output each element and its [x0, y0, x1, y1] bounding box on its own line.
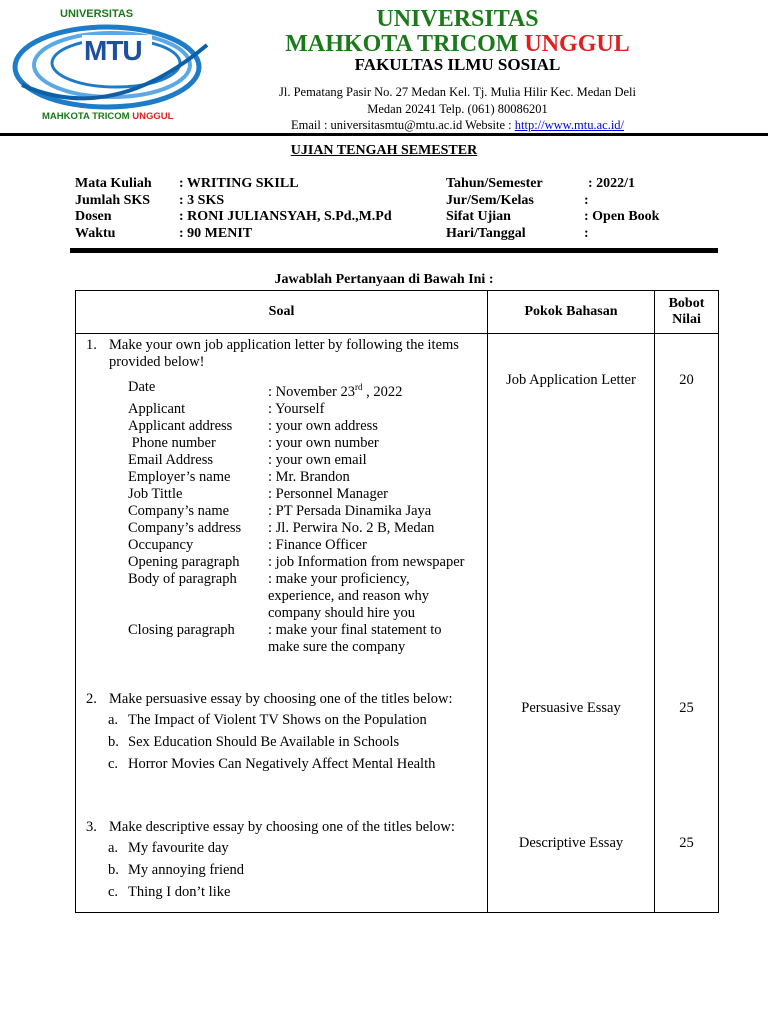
- question-1: 1. Make your own job application letter by following the items provided below! Date : November 23rd , 2022 Applicant : Yourself Applicant address : your own address Phone number : your own number Email Address : your own email Employer’s name : Mr. Brandon Job Tittle : Personnel Manager Company’s name : PT Persada Dinamika Jaya Company’s address : Jl. Perwira No. 2 B, Medan Occupancy : Finance Officer Opening paragraph : job Information from newspaper Body of paragraph : make your proficiency, experience, and reason why company should hire you Closing paragraph : make your final statement to make sure the company: [76, 334, 487, 656]
- list-item: Applicant address : your own address: [128, 417, 378, 434]
- list-item: b. Sex Education Should Be Available in Schools: [108, 733, 400, 750]
- list-item: a. The Impact of Violent TV Shows on the Population: [108, 711, 427, 728]
- list-item: Email Address : your own email: [128, 451, 367, 468]
- address-line2: Medan 20241 Telp. (061) 80086201: [367, 101, 548, 116]
- question-2-text: Make persuasive essay by choosing one of the titles below:: [109, 690, 453, 707]
- list-item: b. My annoying friend: [108, 861, 244, 878]
- website-link[interactable]: http://www.mtu.ac.id/: [514, 118, 625, 132]
- question-1-items: [128, 379, 487, 656]
- question-3: 3. Make descriptive essay by choosing one of the titles below: a. My favourite day b. My annoying friend c. Thing I don’t like: [76, 819, 487, 903]
- bobot-cell: [655, 334, 719, 913]
- pokok-q1: Job Application Letter: [506, 372, 636, 388]
- pokok-q3: Descriptive Essay: [518, 835, 624, 851]
- question-3-text: Make descriptive essay by choosing one of the titles below:: [109, 818, 455, 835]
- list-item: Job Tittle : Personnel Manager: [128, 485, 388, 502]
- faculty-name: FAKULTAS ILMU SOSIAL: [354, 55, 561, 74]
- university-logo: [12, 5, 212, 130]
- university-name-line2: MAHKOTA TRICOM UNGGUL: [285, 31, 630, 57]
- bobot-q1: 20: [679, 372, 694, 388]
- question-2: 2. Make persuasive essay by choosing one of the titles below: a. The Impact of Violent TV Shows on the Population b. Sex Education Should Be Available in Schools c. Horror Movies Can Negatively Affect Mental Health: [76, 691, 487, 775]
- table-header-row: [76, 291, 719, 334]
- contact-line: Email : universitasmtu@mtu.ac.id Website : http://www.mtu.ac.id/: [290, 118, 625, 132]
- soal-cell: [76, 334, 488, 913]
- address-line1: Jl. Pematang Pasir No. 27 Medan Kel. Tj. Mulia Hilir Kec. Medan Deli: [279, 85, 636, 99]
- university-name-line1: UNIVERSITAS: [376, 6, 539, 32]
- list-item: Opening paragraph : job Information from newspaper: [128, 553, 465, 570]
- question-1-text: Make your own job application letter by following the items provided below!: [109, 337, 459, 370]
- bobot-q3: 25: [679, 835, 694, 851]
- list-item: Date : November 23rd , 2022: [128, 379, 403, 400]
- logo-mark: MTU: [84, 35, 142, 66]
- list-item: Employer’s name : Mr. Brandon: [128, 468, 350, 485]
- list-item: Body of paragraph : make your proficiency, experience, and reason why company should hire you: [128, 570, 430, 621]
- pokok-cell: [488, 334, 655, 913]
- instruction: Jawablah Pertanyaan di Bawah Ini :: [274, 272, 494, 287]
- list-item: c. Thing I don’t like: [108, 883, 231, 900]
- list-item: Occupancy : Finance Officer: [128, 536, 367, 553]
- header-bobot: Bobot Nilai: [655, 291, 719, 334]
- exam-title: UJIAN TENGAH SEMESTER: [290, 143, 478, 158]
- header-divider: [0, 133, 768, 136]
- list-item: Closing paragraph : make your final statement to make sure the company: [128, 621, 442, 655]
- list-item: c. Horror Movies Can Negatively Affect Mental Health: [108, 755, 436, 772]
- bobot-q2: 25: [679, 700, 694, 716]
- pokok-q2: Persuasive Essay: [521, 700, 621, 716]
- table-row: [76, 334, 719, 913]
- exam-table: [75, 290, 719, 913]
- question-3-options: [76, 837, 487, 903]
- list-item: Applicant : Yourself: [128, 400, 325, 417]
- info-divider: [70, 248, 718, 253]
- address-block: [270, 84, 645, 134]
- logo-top-text: UNIVERSITAS: [60, 8, 134, 20]
- info-right: Tahun/Semester : 2022/1 Jur/Sem/Kelas : Sifat Ujian : Open Book Hari/Tanggal :: [446, 176, 660, 241]
- list-item: Company’s name : PT Persada Dinamika Jaya: [128, 502, 432, 519]
- list-item: Phone number : your own number: [128, 434, 379, 451]
- info-left: Mata Kuliah : WRITING SKILL Jumlah SKS : 3 SKS Dosen : RONI JULIANSYAH, S.Pd.,M.Pd Waktu : 90 MENIT: [75, 176, 392, 241]
- list-item: a. My favourite day: [108, 839, 229, 856]
- header-soal: Soal: [76, 291, 488, 334]
- header-pokok: Pokok Bahasan: [488, 291, 655, 334]
- question-2-options: [76, 709, 487, 775]
- list-item: Company’s address : Jl. Perwira No. 2 B, Medan: [128, 519, 435, 536]
- logo-bottom-text: MAHKOTA TRICOM UNGGUL: [42, 111, 174, 122]
